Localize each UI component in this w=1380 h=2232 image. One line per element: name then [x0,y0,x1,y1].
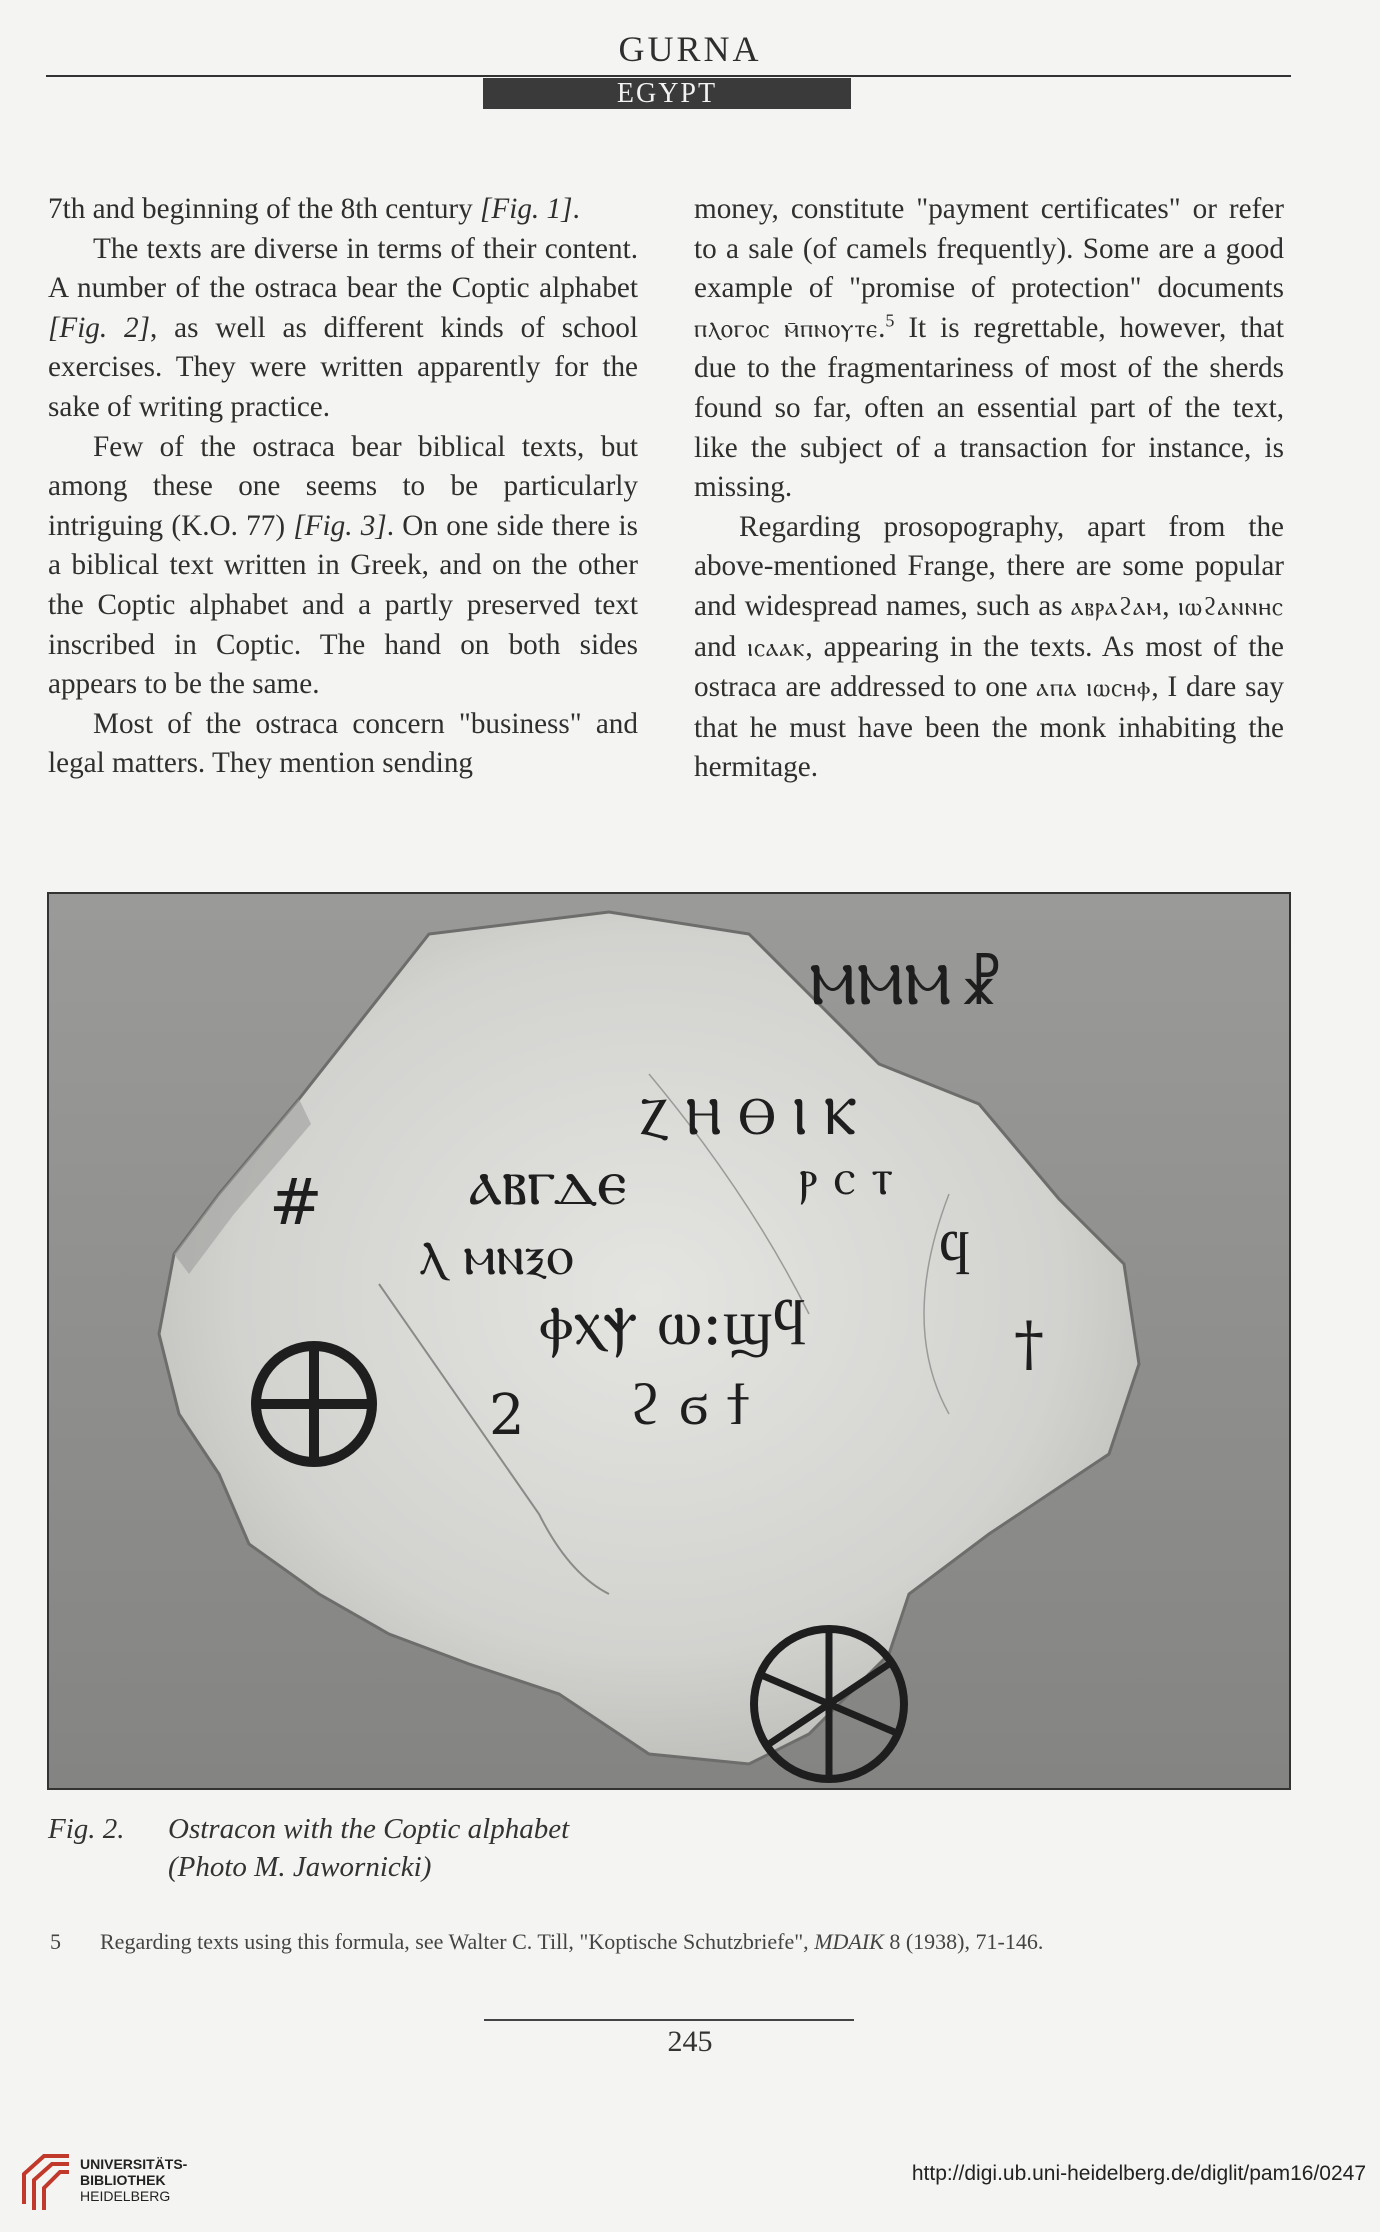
ostracon-photograph [47,892,1291,1790]
svg-text:ⲘⲘⲘ: ⲘⲘⲘ [809,950,952,1018]
svg-text:☧: ☧ [959,953,1003,1018]
svg-text:ⲗ ⲙⲛⲝⲟ: ⲗ ⲙⲛⲝⲟ [419,1223,574,1288]
header-rule [46,75,1291,77]
coptic-name-abraham: ⲁⲃⲣⲁϩⲁⲙ [1071,593,1163,621]
left-paragraph-1: 7th and beginning of the 8th century [Fig. 1]. [48,193,580,225]
left-paragraph-4: Most of the ostraca concern "business" and legal matters. They mention sending [48,707,638,780]
source-url-link[interactable]: http://digi.ub.uni-heidelberg.de/diglit/pam16/0247 [911,2162,1366,2185]
coptic-name-iohannes: ⲓⲱϩⲁⲛⲛⲏⲥ [1177,593,1285,621]
left-paragraph-3: Few of the ostraca bear biblical texts, but among these one seems to be particularly intriguing (K.O. 77) [Fig. 3]. On one side there is a biblical text written in Greek, and on the other the Coptic alphabet and a partly preserved text inscribed in Coptic. The hand on both sides appears to be the same. [48,430,638,701]
right-column [694,190,1284,788]
caption-title: Ostracon with the Coptic alphabet [168,1813,570,1845]
figure-caption [48,1810,569,1886]
section-label: EGYPT [483,78,851,109]
svg-text:ϩ ϭ ϯ: ϩ ϭ ϯ [629,1370,750,1438]
left-column [48,190,638,784]
figure-2-reference[interactable]: [Fig. 2] [48,311,151,344]
running-title: GURNA [618,29,762,69]
figure-3-reference[interactable]: [Fig. 3] [293,509,387,542]
svg-text:ⲣ ⲥ ⲧ: ⲣ ⲥ ⲧ [799,1148,894,1206]
svg-text:ϥ: ϥ [939,1219,971,1289]
ostracon-image [49,894,1289,1788]
svg-text:†: † [1014,1309,1044,1379]
svg-text:#: # [269,1166,323,1240]
journal-title: MDAIK [814,1929,884,1954]
coptic-name-apa-ioseph: ⲁⲡⲁ ⲓⲱⲥⲏⲫ [1036,675,1152,703]
footnote-marker[interactable]: 5 [885,310,895,331]
caption-credit: (Photo M. Jawornicki) [168,1851,432,1883]
right-paragraph-1: money, constitute "payment certificates" or refer to a sale (of camels frequently). Some are a good example of "promise of protection" documents ⲡⲗⲟⲅⲟⲥ ⲙ̄ⲡⲛⲟⲩⲧⲉ.$^5$ It is regrettable, however, that due to the fragmentariness of most of the sherds found so far, often an essential part of the text, like the subject of a transaction for instance, is missing. [694,193,1284,504]
page-number-rule [484,2019,854,2021]
library-name: UNIVERSITÄTS- BIBLIOTHEK HEIDELBERG [80,2156,188,2204]
figure-1-reference[interactable]: [Fig. 1] [480,193,573,225]
coptic-name-isaak: ⲓⲥⲁⲁⲕ [747,634,806,662]
footnote-5: 5 Regarding texts using this formula, see Walter C. Till, "Koptische Schutzbriefe", MDAIK 8 (1938), 71-146. [50,1929,1044,1954]
left-paragraph-2: The texts are diverse in terms of their content. A number of the ostraca bear the Coptic alphabet [Fig. 2], as well as different kinds of school exercises. They were written apparently for the sake of writing practice. [48,232,639,423]
svg-text:ⲁⲃⲅⲇⲉ: ⲁⲃⲅⲇⲉ [469,1143,627,1220]
caption-label: Fig. 2. [48,1813,125,1845]
svg-text:2: 2 [489,1383,525,1448]
right-paragraph-2: Regarding prosopography, apart from the above-mentioned Frange, there are some popular and widespread names, such as ⲁⲃⲣⲁϩⲁⲙ, ⲓⲱϩⲁⲛⲛⲏⲥ and ⲓⲥⲁⲁⲕ, appearing in the texts. As most of the ostraca are addressed to one ⲁⲡⲁ ⲓⲱⲥⲏⲫ, I dare say that he must have been the monk inhabiting the hermitage. [694,510,1285,784]
coptic-phrase: ⲡⲗⲟⲅⲟⲥ ⲙ̄ⲡⲛⲟⲩⲧⲉ [694,315,879,343]
svg-text:Ⲍ Ⲏ Ⲑ Ⲓ Ⲕ: Ⲍ Ⲏ Ⲑ Ⲓ Ⲕ [639,1087,857,1147]
footnote-number: 5 [50,1929,61,1954]
svg-text:ⲫⲭⲯ ⲱ:ϣϥ: ⲫⲭⲯ ⲱ:ϣϥ [539,1286,807,1360]
page-number: 245 [667,2025,713,2058]
